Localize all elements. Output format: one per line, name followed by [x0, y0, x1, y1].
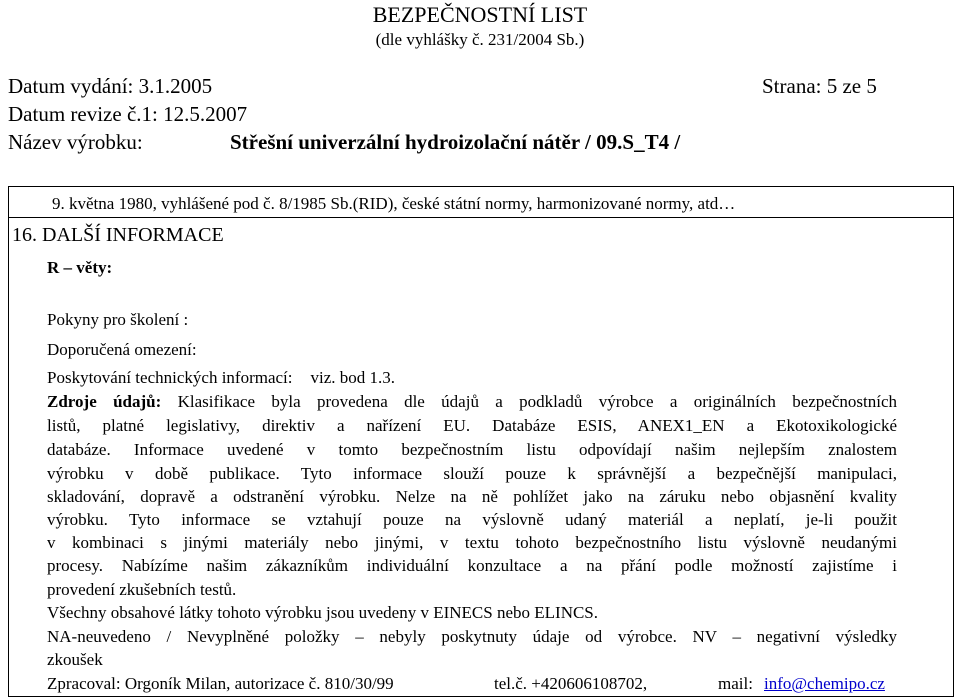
r-phrases-label: R – věty:: [47, 258, 113, 277]
issue-date: Datum vydání: 3.1.2005: [8, 74, 213, 98]
tech-info-line: [47, 368, 395, 388]
document-subtitle: (dle vyhlášky č. 231/2004 Sb.): [375, 30, 585, 49]
page-number: Strana: 5 ze 5: [762, 74, 877, 98]
paragraph-line-9: provedení zkušebních testů.: [47, 580, 237, 599]
telephone: tel.č. +420606108702,: [494, 674, 648, 693]
product-name: Střešní univerzální hydroizolační nátěr / 09.S_T4 /: [230, 130, 681, 154]
paragraph-line-2: listů, platné legislativy, direktiv a nařízení EU. Databáze ESIS, ANEX1_EN a Ekotoxikologické: [47, 416, 897, 435]
training-label: Pokyny pro školení :: [47, 310, 189, 329]
tech-info-label: Poskytování technických informací:: [47, 368, 293, 387]
paragraph-line-8: procesy. Nabízíme našim zákazníkům individuální konzultace a na přání podle možností zajistíme i: [47, 556, 897, 575]
section-title: 16. DALŠÍ INFORMACE: [12, 224, 224, 246]
product-label: Název výrobku:: [8, 130, 143, 154]
sources-line: Zdroje údajů: Klasifikace byla provedena dle údajů a podkladů výrobce a originálních bezpečnostních: [47, 392, 897, 411]
restrictions-label: Doporučená omezení:: [47, 340, 197, 359]
na-note-end: zkoušek: [47, 650, 103, 669]
previous-section-line: 9. května 1980, vyhlášené pod č. 8/1985 Sb.(RID), české státní normy, harmonizované normy, atd…: [52, 194, 736, 213]
prepared-by: Zpracoval: Orgoník Milan, autorizace č. 810/30/99: [47, 674, 394, 693]
tech-info-value: viz. bod 1.3.: [310, 368, 396, 387]
paragraph-line-6: výrobku. Tyto informace se vztahují pouze na výslovně udaný materiál a neplatí, je-li použit: [47, 510, 897, 529]
document-title: BEZPEČNOSTNÍ LIST: [372, 2, 588, 27]
paragraph-line-5: skladování, dopravě a odstranění výrobku. Nelze na ně pohlížet jako na záruku nebo objasnění kvality: [47, 487, 897, 506]
email-link[interactable]: info@chemipo.cz: [764, 674, 885, 693]
paragraph-line-4: výrobku v době publikace. Tyto informace slouží pouze k správnější a bezpečnější manipulaci,: [47, 464, 897, 483]
mail-label: mail:: [718, 674, 753, 693]
sources-label: Zdroje údajů:: [47, 392, 162, 411]
section-divider: [8, 217, 953, 218]
na-note: NA-neuvedeno / Nevyplněné položky – nebyly poskytnuty údaje od výrobce. NV – negativní výsledky: [47, 627, 897, 646]
revision-date: Datum revize č.1: 12.5.2007: [8, 102, 248, 126]
paragraph-line-7: v kombinaci s jinými materiály nebo jinými, v textu tohoto bezpečnostního listu výslovně neudanými: [47, 533, 897, 552]
paragraph-line-3: databáze. Informace uvedené v tomto bezpečnostním listu odpovídají našim nejlepším znalostem: [47, 440, 897, 459]
einecs-note: Všechny obsahové látky tohoto výrobku jsou uvedeny v EINECS nebo ELINCS.: [47, 603, 599, 622]
